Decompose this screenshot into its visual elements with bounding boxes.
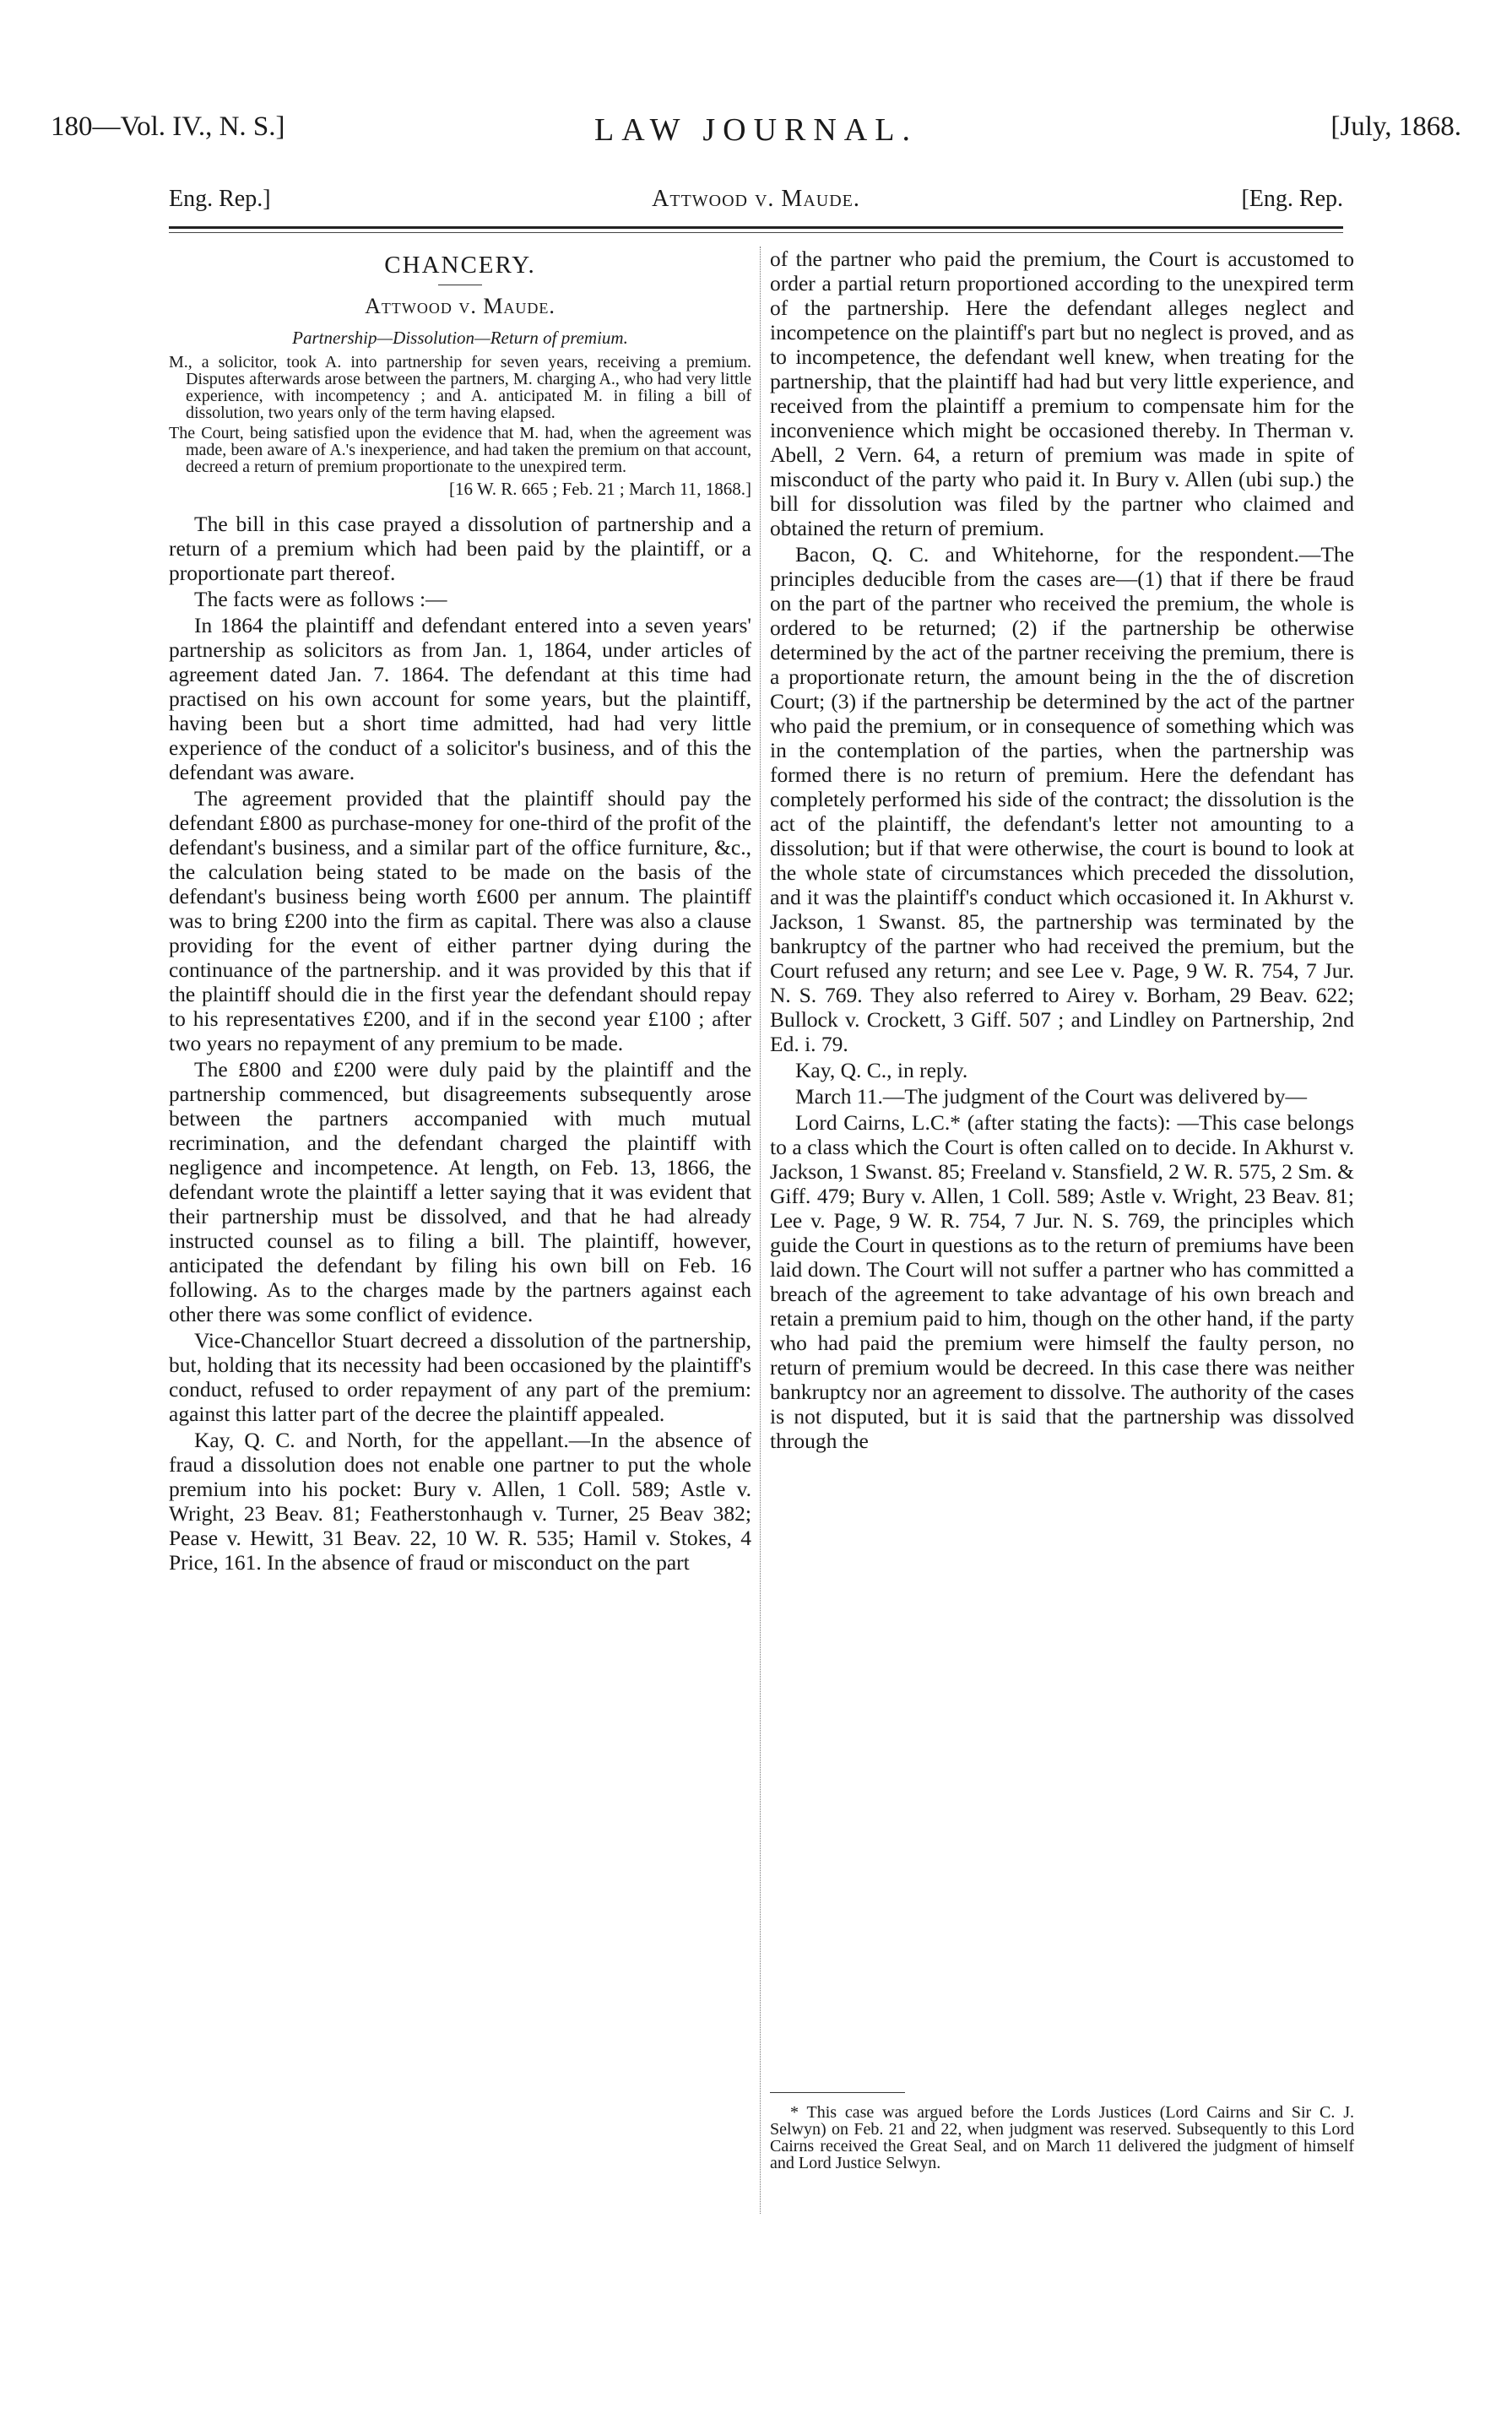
running-header — [51, 111, 1461, 149]
subheader-report-left: Eng. Rep.] — [169, 186, 271, 212]
header-rule-thin — [169, 232, 1343, 233]
body-paragraph: The agreement provided that the plaintiff should pay the defendant £800 as purchase-money for one-third of the profit of the defendant's business, and a similar part of the office furniture, &c., the calculation being stated to be made on the basis of the defendant's business being worth £600 per annum. The plaintiff was to bring £200 into the firm as capital. There was also a clause providing for the event of either partner dying during the continuance of the partnership. and it was provided by this that if the plaintiff should die in the first year the defendant should repay to his representatives £200, and if in the second year £100 ; after two years no repayment of any premium to be made. — [169, 786, 751, 1055]
case-citation: [16 W. R. 665 ; Feb. 21 ; March 11, 1868.] — [449, 479, 751, 499]
body-paragraph: Bacon, Q. C. and Whitehorne, for the respondent.—The principles deducible from the cases are—(1) that if there be fraud on the part of the partner who received the premium, the whole is ordered to be returned; (2) if the partnership be otherwise determined by the act of the partner receiving the premium, there is a proportionate return, the amount being in the the of discretion Court; (3) if the partnership be determined by the act of the partner who paid the premium, or in consequence of something which was in the contemplation of the parties, when the partnership was formed there is no return of premium. Here the defendant has completely performed his side of the contract; the dissolution is the act of the plaintiff, the defendant's letter not amounting to a dissolution; but if that were otherwise, the court is bound to look at the whole state of circumstances which preceded the dissolution, and it was the plaintiff's conduct which occasioned it. In Akhurst v. Jackson, 1 Swanst. 85, the partnership was terminated by the bankruptcy of the partner who had received the premium, but the Court refused any return; and see Lee v. Page, 9 W. R. 754, 7 Jur. N. S. 769. They also referred to Airey v. Borham, 29 Beav. 622; Bullock v. Crockett, 3 Giff. 507 ; and Lindley on Partnership, 2nd Ed. i. 79. — [770, 542, 1354, 1056]
headnote: The Court, being satisfied upon the evidence that M. had, when the agreement was made, been aware of A.'s inexperience, and had taken the premium on that account, decreed a return of premium proportionate to the unexpired term. — [169, 424, 751, 476]
body-paragraph: The facts were as follows :— — [194, 587, 447, 611]
body-paragraph: The £800 and £200 were duly paid by the plaintiff and the partnership commenced, but disagreements subsequently arose between the partners accompanied with much mutual recrimination, and the defendant charged the plaintiff with negligence and incompetence. At length, on Feb. 13, 1866, the defendant wrote the plaintiff a letter saying that it was evident that their partnership must be dissolved, and that he had already instructed counsel as to filing a bill. The plaintiff, however, anticipated the defendant by filing his own bill on Feb. 16 following. As to the charges made by the partners against each other there was some conflict of evidence. — [169, 1057, 751, 1326]
case-subheader — [169, 186, 1343, 220]
body-paragraph: March 11.—The judgment of the Court was delivered by— — [795, 1084, 1307, 1109]
case-keywords: Partnership—Dissolution—Return of premium. — [292, 328, 628, 348]
body-paragraph: Kay, Q. C. and North, for the appellant.—In the absence of fraud a dissolution does not enable one partner to put the whole premium into his pocket: Bury v. Allen, 1 Coll. 589; Astle v. Wright, 23 Beav. 81; Featherstonhaugh v. Turner, 25 Beav 382; Pease v. Hewitt, 31 Beav. 22, 10 W. R. 535; Hamil v. Stokes, 4 Price, 161. In the absence of fraud or misconduct on the part — [169, 1428, 751, 1575]
header-date: [July, 1868. — [1330, 111, 1461, 142]
body-paragraph: Lord Cairns, L.C.* (after stating the facts): —This case belongs to a class which the Court is often called on to decide. In Akhurst v. Jackson, 1 Swanst. 85; Freeland v. Stansfield, 2 W. R. 575, 2 Sm. & Giff. 479; Bury v. Allen, 1 Coll. 589; Astle v. Wright, 23 Beav. 81; Lee v. Page, 9 W. R. 754, 7 Jur. N. S. 769, the principles which guide the Court in questions as to the return of premiums have been laid down. The Court will not suffer a partner who has committed a breach of the agreement to take advantage of his own breach and retain a premium paid to him, though on the other hand, if the party who had paid the premium were himself the faulty person, no return of premium would be decreed. In this case there was neither bankruptcy nor an agreement to dissolve. The authority of the cases is not disputed, but it is said that the partnership was dissolved through the — [770, 1110, 1354, 1453]
header-journal-title: LAW JOURNAL. — [594, 112, 918, 148]
subheader-report-right: [Eng. Rep. — [1241, 186, 1343, 212]
header-rule — [169, 226, 1343, 229]
column-divider — [760, 247, 761, 2214]
header-volume: 180—Vol. IV., N. S.] — [51, 111, 285, 142]
subheader-case-name: Attwood v. Maude. — [652, 186, 860, 212]
footnote-rule — [770, 2092, 905, 2093]
left-column — [169, 247, 751, 1576]
body-paragraph: Vice-Chancellor Stuart decreed a dissolution of the partnership, but, holding that its necessity had been occasioned by the plaintiff's conduct, refused to order repayment of any part of the premium: against this latter part of the decree the plaintiff appealed. — [169, 1328, 751, 1426]
case-title: Attwood v. Maude. — [365, 294, 555, 318]
body-paragraph: In 1864 the plaintiff and defendant entered into a seven years' partnership as solicitors as from Jan. 1, 1864, under articles of agreement dated Jan. 7. 1864. The defendant at this time had practised on his own account for some years, but the plaintiff, having been but a short time admitted, had had very little experience of the conduct of a solicitor's business, and of this the defendant was aware. — [169, 613, 751, 784]
body-paragraph: of the partner who paid the premium, the Court is accustomed to order a partial return proportioned according to the unexpired term of the partnership. Here the defendant alleges neglect and incompetence on the plaintiff's part but no neglect is proved, and as to incompetence, the defendant well knew, when treating for the partnership, that the plaintiff had had but very little experience, and received from the plaintiff a premium to compensate him for the inconvenience which might be occasioned thereby. In Therman v. Abell, 2 Vern. 64, a return of premium was made in spite of misconduct of the party who paid it. In Bury v. Allen (ubi sup.) the bill for dissolution was filed by the partner who claimed and obtained the return of premium. — [770, 247, 1354, 540]
headnote: M., a solicitor, took A. into partnership for seven years, receiving a premium. Disputes afterwards arose between the partners, M. charging A., who had very little experience, with incompetency ; and A. anticipated M. in filing a bill of dissolution, two years only of the term having elapsed. — [169, 353, 751, 422]
section-title: CHANCERY. — [384, 252, 536, 279]
body-paragraph: The bill in this case prayed a dissolution of partnership and a return of a premium which had been paid by the plaintiff, or a proportionate part thereof. — [169, 512, 751, 585]
right-column — [770, 247, 1354, 1455]
footnote: * This case was argued before the Lords Justices (Lord Cairns and Sir C. J. Selwyn) on Feb. 21 and 22, when judgment was reserved. Subsequently to this Lord Cairns received the Great Seal, and on March 11 delivered the judgment of himself and Lord Justice Selwyn. — [770, 2103, 1354, 2172]
body-paragraph: Kay, Q. C., in reply. — [795, 1058, 968, 1082]
